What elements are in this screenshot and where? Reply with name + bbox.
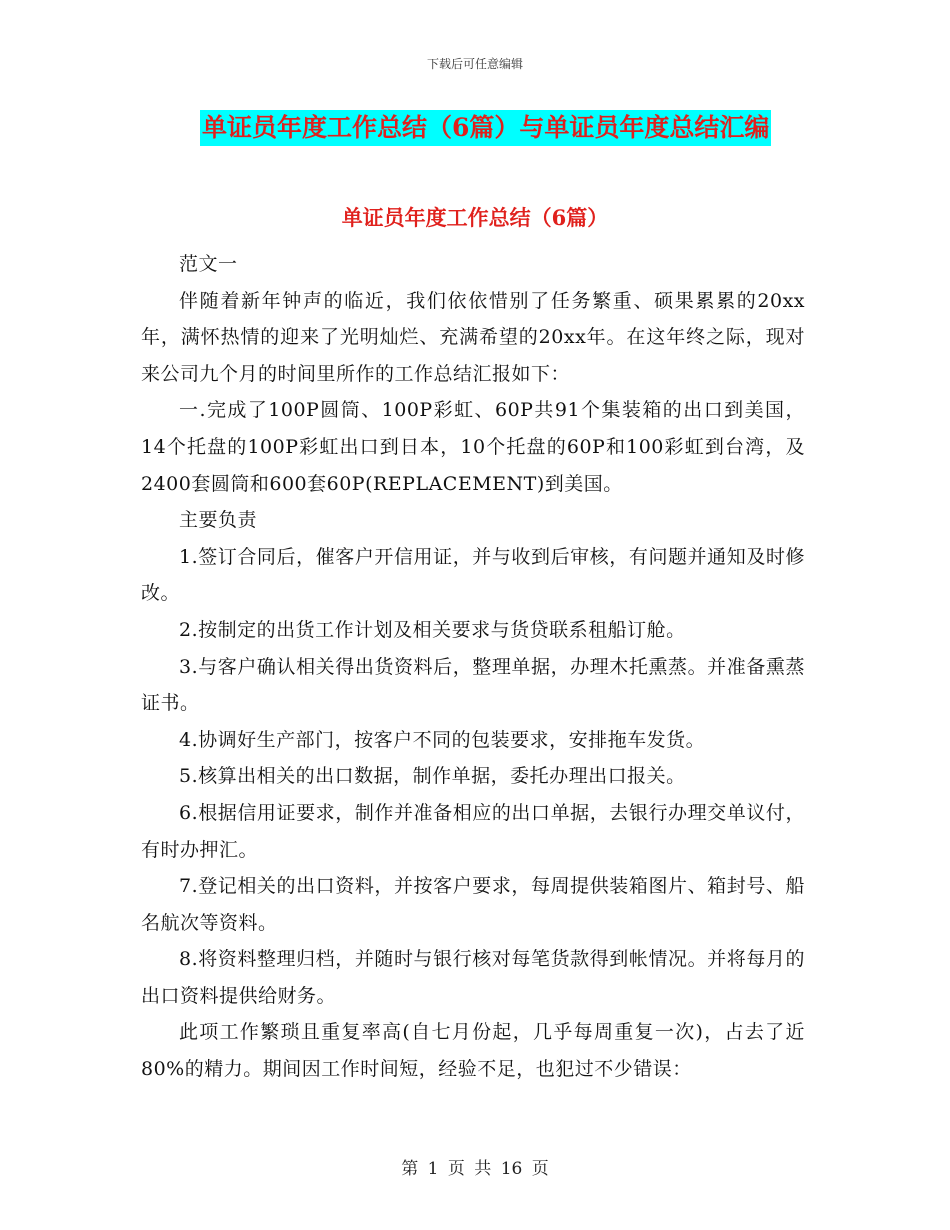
page-number-footer: 第 1 页 共 16 页 xyxy=(401,1159,549,1179)
page-header: 下载后可任意编辑 xyxy=(426,57,523,71)
paragraph-accomplishments: 一.完成了100P圆筒、100P彩虹、60P共91个集装箱的出口到美国，14个托盘的100P彩虹出口到日本，10个托盘的60P和100彩虹到台湾，及2400套圆筒和600套60P(REPLACEMENT)到美国。 xyxy=(141,399,805,495)
document-body xyxy=(141,246,805,1088)
paragraph-workload-note: 此项工作繁琐且重复率高(自七月份起，几乎每周重复一次)，占去了近80%的精力。期间因工作时间短，经验不足，也犯过不少错误： xyxy=(141,1021,805,1081)
list-item: 1.签订合同后，催客户开信用证，并与收到后审核，有问题并通知及时修改。 xyxy=(141,545,805,605)
document-main-title: 单证员年度工作总结（6篇）与单证员年度总结汇编 xyxy=(200,110,771,146)
list-item: 5.核算出相关的出口数据，制作单据，委托办理出口报关。 xyxy=(179,765,686,788)
list-item: 7.登记相关的出口资料，并按客户要求，每周提供装箱图片、箱封号、船名航次等资料。 xyxy=(141,875,805,934)
list-item: 2.按制定的出货工作计划及相关要求与货贷联系租船订舱。 xyxy=(179,618,686,641)
list-item: 8.将资料整理归档，并随时与银行核对每笔货款得到帐情况。并将每月的出口资料提供给财务。 xyxy=(141,948,805,1007)
list-item: 6.根据信用证要求，制作并准备相应的出口单据，去银行办理交单议付，有时办押汇。 xyxy=(141,801,805,861)
paragraph-responsibilities-heading: 主要负责 xyxy=(179,509,258,532)
paragraph-intro: 伴随着新年钟声的临近，我们依依惜别了任务繁重、硕果累累的20xx年，满怀热情的迎来了光明灿烂、充满希望的20xx年。在这年终之际，现对来公司九个月的时间里所作的工作总结汇报如下： xyxy=(141,289,805,385)
list-item: 4.协调好生产部门，按客户不同的包装要求，安排拖车发货。 xyxy=(179,728,706,751)
paragraph-sample-heading: 范文一 xyxy=(179,253,238,275)
list-item: 3.与客户确认相关得出货资料后，整理单据，办理木托熏蒸。并准备熏蒸证书。 xyxy=(141,655,805,715)
document-sub-title: 单证员年度工作总结（6篇） xyxy=(341,205,609,230)
